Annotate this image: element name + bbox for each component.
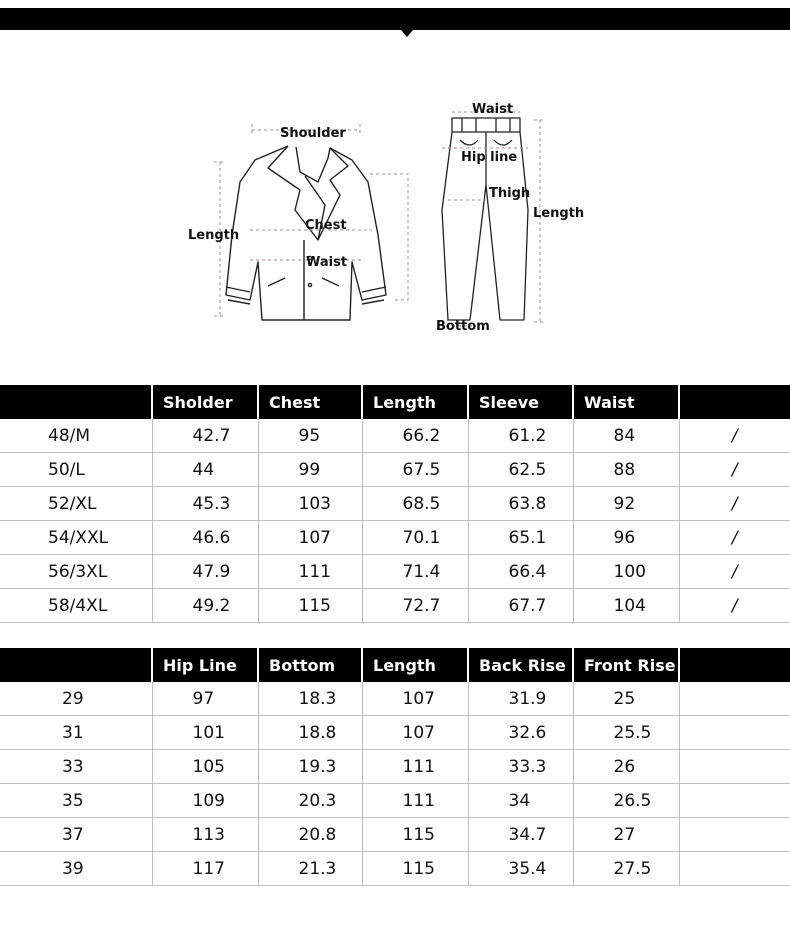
table-cell: 111: [258, 555, 362, 589]
chest-label: Chest: [305, 218, 347, 233]
table-cell: 111: [362, 784, 468, 818]
pants-measure-lines: [442, 112, 546, 326]
header-cell: [0, 385, 152, 419]
table-cell: /: [679, 419, 790, 453]
table-cell: 34.7: [468, 818, 573, 852]
table-row: [0, 852, 790, 886]
table-cell: 31.9: [468, 682, 573, 716]
size-cell: 39: [0, 852, 152, 886]
jacket-size-table: [0, 385, 790, 623]
hip-line-label: Hip line: [461, 150, 518, 165]
table-cell: 18.8: [258, 716, 362, 750]
size-cell: 52/XL: [0, 487, 152, 521]
table-cell: 33.3: [468, 750, 573, 784]
table-row: [0, 487, 790, 521]
table-cell: 25: [573, 682, 679, 716]
table-cell: 25.5: [573, 716, 679, 750]
table-cell: 100: [573, 555, 679, 589]
table-cell: 67.5: [362, 453, 468, 487]
table-row: [0, 682, 790, 716]
table-row: [0, 750, 790, 784]
table-cell: 66.4: [468, 555, 573, 589]
size-cell: 50/L: [0, 453, 152, 487]
table-cell: 117: [152, 852, 258, 886]
table-row: [0, 453, 790, 487]
table-cell: 65.1: [468, 521, 573, 555]
table-cell: 70.1: [362, 521, 468, 555]
table-cell: 96: [573, 521, 679, 555]
table-cell: 18.3: [258, 682, 362, 716]
table-cell: 21.3: [258, 852, 362, 886]
table-header-row: [0, 385, 790, 419]
table-cell: [679, 784, 790, 818]
table-row: [0, 589, 790, 623]
table-row: [0, 521, 790, 555]
table-cell: 35.4: [468, 852, 573, 886]
table-cell: 107: [258, 521, 362, 555]
table-cell: [679, 750, 790, 784]
header-cell: Sleeve: [468, 385, 573, 419]
size-cell: 33: [0, 750, 152, 784]
table-cell: 115: [362, 852, 468, 886]
table-cell: /: [679, 555, 790, 589]
header-cell: Hip Line: [152, 648, 258, 682]
table-row: [0, 716, 790, 750]
table-cell: [679, 682, 790, 716]
shoulder-label: Shoulder: [280, 126, 346, 141]
table-cell: [679, 716, 790, 750]
table-cell: 67.7: [468, 589, 573, 623]
size-cell: 58/4XL: [0, 589, 152, 623]
table-cell: 34: [468, 784, 573, 818]
measurement-diagram: [0, 90, 790, 350]
table-cell: [679, 852, 790, 886]
header-cell: [679, 648, 790, 682]
table-cell: 46.6: [152, 521, 258, 555]
table-header-row: [0, 648, 790, 682]
table-cell: 97: [152, 682, 258, 716]
jacket-length-label: Length: [188, 228, 240, 243]
table-row: [0, 555, 790, 589]
header-cell: [679, 385, 790, 419]
table-cell: 27.5: [573, 852, 679, 886]
table-cell: 32.6: [468, 716, 573, 750]
header-cell: [0, 648, 152, 682]
table-cell: 66.2: [362, 419, 468, 453]
jacket-illustration: [226, 146, 386, 320]
pants-size-table: [0, 648, 790, 886]
header-cell: Sholder: [152, 385, 258, 419]
header-cell: Chest: [258, 385, 362, 419]
table-cell: 19.3: [258, 750, 362, 784]
table-cell: 45.3: [152, 487, 258, 521]
table-row: [0, 784, 790, 818]
header-cell: Front Rise: [573, 648, 679, 682]
table-cell: 92: [573, 487, 679, 521]
table-cell: /: [679, 521, 790, 555]
table-cell: 103: [258, 487, 362, 521]
table-cell: /: [679, 589, 790, 623]
table-cell: 107: [362, 716, 468, 750]
header-cell: Waist: [573, 385, 679, 419]
table-cell: 61.2: [468, 419, 573, 453]
size-cell: 56/3XL: [0, 555, 152, 589]
table-cell: 71.4: [362, 555, 468, 589]
size-cell: 54/XXL: [0, 521, 152, 555]
table-cell: 20.8: [258, 818, 362, 852]
pants-length-label: Length: [533, 206, 585, 221]
table-cell: 72.7: [362, 589, 468, 623]
table-cell: 101: [152, 716, 258, 750]
table-cell: 26: [573, 750, 679, 784]
table-cell: 95: [258, 419, 362, 453]
size-cell: 29: [0, 682, 152, 716]
down-arrow-icon: [401, 30, 413, 37]
table-row: [0, 818, 790, 852]
table-cell: 42.7: [152, 419, 258, 453]
bottom-label: Bottom: [436, 319, 490, 334]
table-cell: 47.9: [152, 555, 258, 589]
table-cell: 99: [258, 453, 362, 487]
table-cell: 115: [258, 589, 362, 623]
table-cell: 104: [573, 589, 679, 623]
size-cell: 35: [0, 784, 152, 818]
table-cell: 63.8: [468, 487, 573, 521]
jacket-waist-label: Waist: [306, 255, 348, 270]
table-cell: 27: [573, 818, 679, 852]
table-cell: 44: [152, 453, 258, 487]
size-cell: 48/M: [0, 419, 152, 453]
table-cell: 84: [573, 419, 679, 453]
table-cell: 105: [152, 750, 258, 784]
table-cell: 111: [362, 750, 468, 784]
table-cell: 20.3: [258, 784, 362, 818]
table-cell: 68.5: [362, 487, 468, 521]
header-cell: Length: [362, 385, 468, 419]
top-banner-bar: [0, 8, 790, 30]
table-cell: 62.5: [468, 453, 573, 487]
garment-illustration: [0, 90, 790, 350]
table-row: [0, 419, 790, 453]
thigh-label: Thigh: [489, 186, 531, 201]
table-cell: 49.2: [152, 589, 258, 623]
header-cell: Back Rise: [468, 648, 573, 682]
table-cell: 88: [573, 453, 679, 487]
size-cell: 31: [0, 716, 152, 750]
table-cell: /: [679, 487, 790, 521]
header-cell: Bottom: [258, 648, 362, 682]
table-cell: /: [679, 453, 790, 487]
table-cell: 107: [362, 682, 468, 716]
table-cell: 26.5: [573, 784, 679, 818]
header-cell: Length: [362, 648, 468, 682]
table-cell: [679, 818, 790, 852]
table-cell: 113: [152, 818, 258, 852]
pants-waist-label: Waist: [472, 102, 514, 117]
table-cell: 115: [362, 818, 468, 852]
size-cell: 37: [0, 818, 152, 852]
table-cell: 109: [152, 784, 258, 818]
